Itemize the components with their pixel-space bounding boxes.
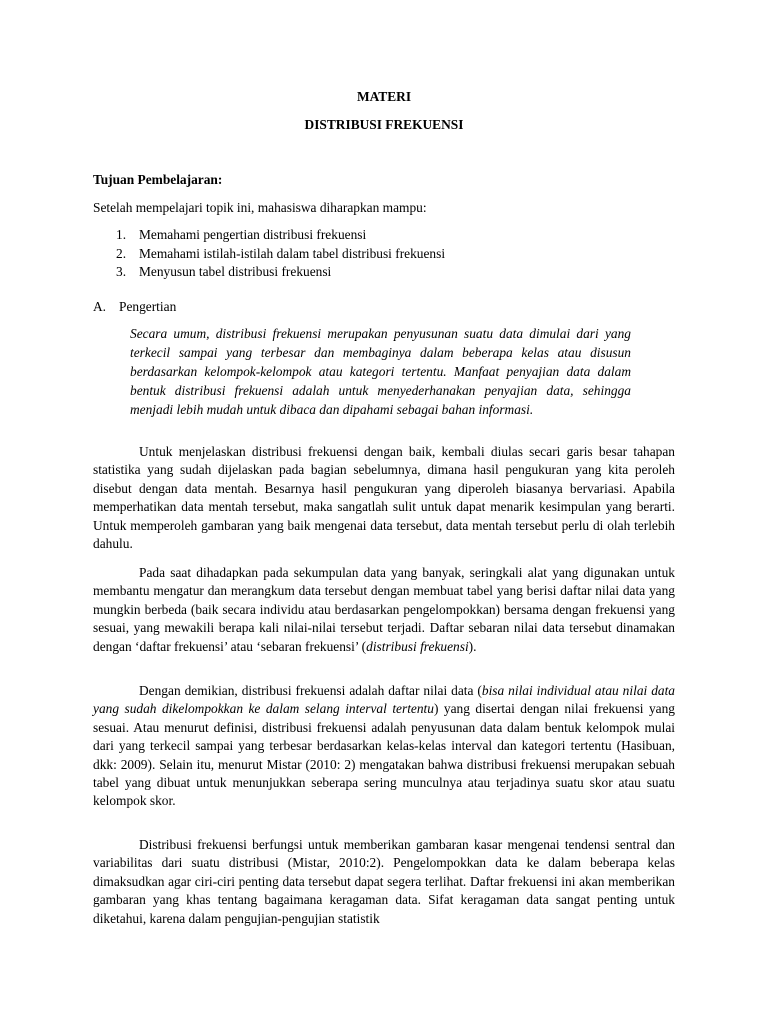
objective-number: 2. [116, 245, 127, 261]
paragraph-emphasis: distribusi frekuensi [366, 638, 469, 654]
definition-quote: Secara umum, distribusi frekuensi merupakan penyusunan suatu data dimulai dari yang terkecil sampai yang terbesar dan membaginya dalam beberapa kelas atau disusun berdasarkan kelompok-kelompok atau kategori tertentu. Manfaat penyajian data dalam bentuk distribusi frekuensi adalah untuk menyederhanakan penyajian data, sehingga menjadi lebih mudah untuk dibaca dan dipahami sebagai bahan informasi. [130, 326, 631, 417]
body-paragraph [93, 682, 675, 811]
paragraph-text: ). [468, 638, 477, 654]
objectives-intro: Setelah mempelajari topik ini, mahasiswa diharapkan mampu: [93, 200, 427, 215]
paragraph-text: Dengan demikian, distribusi frekuensi adalah daftar nilai data ( [139, 683, 482, 698]
objective-item [93, 263, 445, 282]
objective-text: Memahami istilah-istilah dalam tabel distribusi frekuensi [139, 245, 446, 261]
body-paragraph [93, 564, 675, 656]
section-heading [93, 298, 176, 316]
objective-item [93, 226, 445, 245]
objectives-list [93, 226, 445, 282]
body-paragraph: Distribusi frekuensi berfungsi untuk memberikan gambaran kasar mengenai tendensi sentral dan variabilitas dari suatu distribusi (Mistar, 2010:2). Pengelompokkan data ke dalam beberapa kelas dimaksudkan agar ciri-ciri penting data tersebut dapat segera terlihat. Daftar frekuensi ini akan memberikan gambaran yang khas tentang bagaimana keragaman data. Sifat keragaman data sangat penting untuk diketahui, karena dalam pengujian-pengujian statistik [93, 837, 675, 926]
objective-number: 1. [116, 227, 127, 242]
document-page [93, 0, 675, 1024]
objectives-heading: Tujuan Pembelajaran: [93, 172, 223, 187]
paragraph-emphasis: bisa nilai individual atau nilai data yang sudah dikelompokkan ke dalam selang interval tertentu [93, 683, 675, 717]
objective-text: Menyusun tabel distribusi frekuensi [139, 264, 332, 279]
paragraph-text: Pada saat dihadapkan pada sekumpulan data yang banyak, seringkali alat yang digunakan untuk membantu mengatur dan merangkum data tersebut dengan membuat tabel yang berisi daftar nilai data yang mungkin berbeda (baik secara individu atau berdasarkan pengelompokkan) bersama dengan frekuensi yang sesuai, yang mewakili berapa kali nilai-nilai tersebut terjadi. Daftar sebaran nilai data tersebut dinamakan dengan ‘daftar frekuensi’ atau ‘sebaran frekuensi’ ( [93, 565, 675, 654]
section-letter: A. [93, 299, 107, 314]
objective-item [93, 245, 445, 264]
document-title: MATERI [356, 89, 412, 104]
document-subtitle: DISTRIBUSI FREKUENSI [304, 117, 464, 132]
objective-text: Memahami pengertian distribusi frekuensi [139, 227, 367, 242]
body-paragraph: Untuk menjelaskan distribusi frekuensi dengan baik, kembali diulas secari garis besar tahapan statistika yang sudah dijelaskan pada bagian sebelumnya, dimana hasil pengukuran yang kita peroleh disebut dengan data mentah. Besarnya hasil pengukuran yang diperoleh biasanya bervariasi. Apabila memperhatikan data mentah tersebut, maka sangatlah sulit untuk dapat menarik kesimpulan yang berarti. Untuk memperoleh gambaran yang baik mengenai data tersebut, data mentah tersebut perlu di olah terlebih dahulu. [93, 444, 675, 552]
paragraph-text: ) yang disertai dengan nilai frekuensi yang sesuai. Atau menurut definisi, distribusi frekuensi adalah penyusunan data dalam bentuk kelompok mulai dari yang terkecil sampai yang terbesar berdasarkan kelas-kelas interval dan kategori tertentu (Hasibuan, dkk: 2009). Selain itu, menurut Mistar (2010: 2) mengatakan bahwa distribusi frekuensi merupakan sebuah tabel yang dibuat untuk menunjukkan seberapa sering munculnya atau terjadinya suatu skor atau suatu kelompok skor. [93, 701, 675, 809]
section-title: Pengertian [119, 299, 177, 314]
objective-number: 3. [116, 264, 127, 279]
